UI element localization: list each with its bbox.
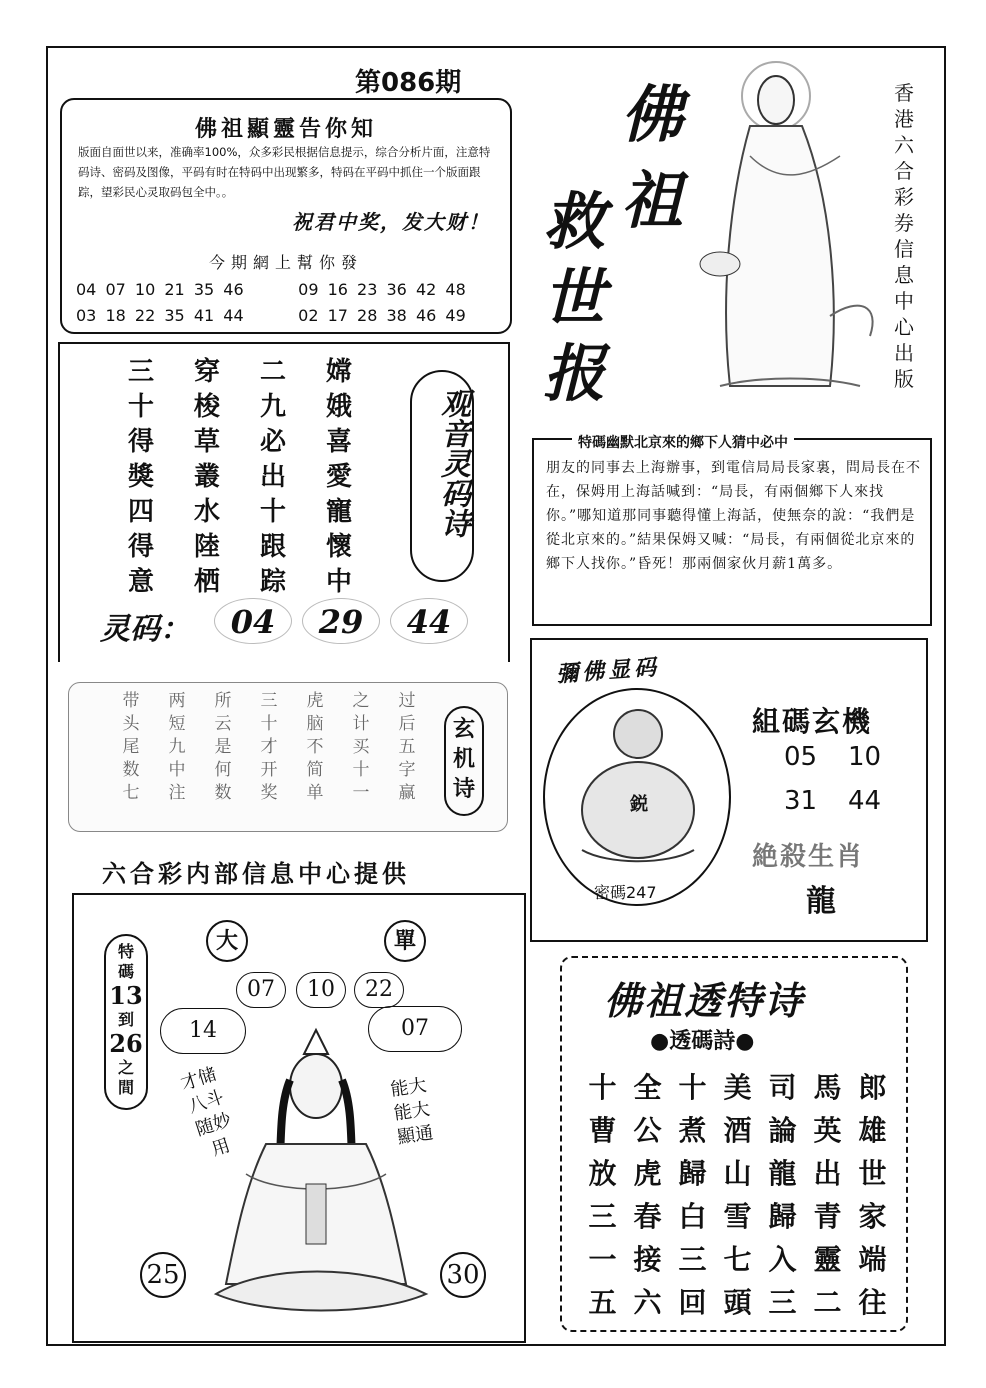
poem-char: 买 bbox=[352, 737, 370, 757]
notice-box bbox=[60, 98, 512, 334]
poem-char: 七 bbox=[723, 1243, 752, 1276]
poem-char: 酒 bbox=[723, 1114, 752, 1147]
notice-wish: 祝君中奖，发大财！ bbox=[292, 210, 490, 234]
poem-char: 郎 bbox=[858, 1071, 887, 1104]
number-oval: 14 bbox=[160, 1008, 246, 1054]
poem-char: 穿 bbox=[193, 357, 220, 387]
poem-char: 娥 bbox=[325, 392, 352, 422]
poem-char: 不 bbox=[306, 737, 324, 757]
code-number: 29 bbox=[302, 598, 380, 644]
mystery-label: 玄机诗 bbox=[452, 716, 475, 802]
poem-char: 歸 bbox=[768, 1200, 797, 1233]
code-number: 44 bbox=[390, 598, 468, 644]
main-title-a: 佛祖 bbox=[620, 78, 683, 237]
poem-char: 必 bbox=[259, 427, 286, 457]
poem-char: 尾 bbox=[122, 737, 140, 757]
poem-char: 带 bbox=[122, 691, 140, 711]
poem-grid bbox=[108, 356, 368, 599]
poem-char: 入 bbox=[768, 1243, 797, 1276]
side-text-right: 能大能大顯通 bbox=[389, 1074, 435, 1149]
poem-char: 十 bbox=[678, 1071, 707, 1104]
poem-char: 单 bbox=[306, 783, 324, 803]
poem-char: 雪 bbox=[723, 1200, 752, 1233]
poem-char: 山 bbox=[723, 1157, 752, 1190]
poem-char: 馬 bbox=[813, 1071, 842, 1104]
issue-number: 第086期 bbox=[355, 68, 462, 98]
poem-char: 往 bbox=[858, 1286, 887, 1319]
poem-char: 何 bbox=[214, 760, 232, 780]
poem-char: 字 bbox=[398, 760, 416, 780]
poem-char: 中 bbox=[168, 760, 186, 780]
poem-char: 三 bbox=[678, 1243, 707, 1276]
poem-char: 赢 bbox=[398, 783, 416, 803]
code-label: 灵码： bbox=[100, 612, 190, 647]
poem-char: 两 bbox=[168, 691, 186, 711]
poem-char: 喜 bbox=[325, 427, 352, 457]
poem-char: 后 bbox=[398, 714, 416, 734]
poem-char: 短 bbox=[168, 714, 186, 734]
poem-char: 得 bbox=[127, 427, 154, 457]
mystery-grid bbox=[108, 690, 430, 805]
poem-char: 歸 bbox=[678, 1157, 707, 1190]
poem-char: 七 bbox=[122, 783, 140, 803]
poem-char: 水 bbox=[193, 497, 220, 527]
number-row-2: 03 18 22 35 41 44 02 17 28 38 46 49 bbox=[76, 306, 466, 325]
poem-char: 云 bbox=[214, 714, 232, 734]
poem-char: 注 bbox=[168, 783, 186, 803]
big-badge: 大 bbox=[206, 920, 248, 962]
poem-char: 二 bbox=[813, 1286, 842, 1319]
poem-char: 五 bbox=[398, 737, 416, 757]
story-body: 朋友的同事去上海辦事，到電信局局長家裏，問局長在不在，保姆用上海話喊到：“局長，有兩個鄉下人來找你。”哪知道那同事聽得懂上海話，使無奈的說：“我們是從北京來的。”結果保姆又喊：“局長，有兩個從北京來的鄉下人找你。”昏死！那兩個家伙月薪1萬多。 bbox=[546, 460, 921, 572]
kill-zodiac-animal: 龍 bbox=[806, 884, 836, 919]
poem-char: 十 bbox=[127, 392, 154, 422]
poem-char: 嫦 bbox=[325, 357, 352, 387]
seated-guanyin-figure bbox=[206, 1024, 436, 1324]
poem-char: 家 bbox=[858, 1200, 887, 1233]
story-title: 特碼幽默北京來的鄉下人猜中必中 bbox=[572, 432, 794, 452]
poem-char: 脑 bbox=[306, 714, 324, 734]
poem-char: 二 bbox=[259, 357, 286, 387]
poem-char: 虎 bbox=[633, 1157, 662, 1190]
special-poem-subtitle: ●透碼詩● bbox=[650, 1028, 755, 1054]
poem-char: 回 bbox=[678, 1286, 707, 1319]
poem-char: 之 bbox=[352, 691, 370, 711]
poem-char: 靈 bbox=[813, 1243, 842, 1276]
poem-char: 九 bbox=[168, 737, 186, 757]
poem-char: 放 bbox=[588, 1157, 617, 1190]
poem-char: 十 bbox=[588, 1071, 617, 1104]
poem-char: 三 bbox=[260, 691, 278, 711]
poem-char: 三 bbox=[588, 1200, 617, 1233]
poem-char: 白 bbox=[678, 1200, 707, 1233]
poem-char: 开 bbox=[260, 760, 278, 780]
standing-guanyin-figure bbox=[690, 56, 886, 396]
poem-char: 头 bbox=[122, 714, 140, 734]
poem-char: 跟 bbox=[259, 532, 286, 562]
poem-char: 梭 bbox=[193, 392, 220, 422]
number-oval: 10 bbox=[296, 972, 346, 1008]
poem-char: 十 bbox=[260, 714, 278, 734]
poem-char: 计 bbox=[352, 714, 370, 734]
buddha-code: 密碼247 bbox=[594, 883, 657, 902]
single-badge: 單 bbox=[384, 920, 426, 962]
notice-subtitle: 今期網上幫你發 bbox=[208, 253, 363, 272]
publisher: 香港六合彩券信息中心出版 bbox=[894, 81, 914, 391]
combo-number: 05 bbox=[784, 742, 818, 772]
number-circle: 25 bbox=[140, 1252, 186, 1298]
poem-char: 十 bbox=[259, 497, 286, 527]
poem-char: 一 bbox=[352, 783, 370, 803]
main-title-b: 救世报 bbox=[542, 185, 605, 410]
poem-char: 接 bbox=[633, 1243, 662, 1276]
combo-number: 31 bbox=[784, 786, 818, 816]
kill-zodiac-title: 絶殺生肖 bbox=[752, 842, 865, 872]
number-circle: 30 bbox=[440, 1252, 486, 1298]
poem-char: 意 bbox=[127, 567, 154, 597]
poem-char: 頭 bbox=[723, 1286, 752, 1319]
poem-char: 出 bbox=[259, 462, 286, 492]
number-oval: 07 bbox=[368, 1006, 462, 1052]
poem-char: 獎 bbox=[127, 462, 154, 492]
poem-char: 英 bbox=[813, 1114, 842, 1147]
poem-char: 雄 bbox=[858, 1114, 887, 1147]
side-text-left: 才储八斗随妙用 bbox=[178, 1063, 234, 1161]
poem-char: 过 bbox=[398, 691, 416, 711]
poem-char: 踪 bbox=[259, 567, 286, 597]
poem-char: 数 bbox=[214, 783, 232, 803]
special-range: 特 碼 13 到 26 之 間 bbox=[109, 942, 143, 1097]
poem-char: 一 bbox=[588, 1243, 617, 1276]
poem-char: 出 bbox=[813, 1157, 842, 1190]
poem-char: 才 bbox=[260, 737, 278, 757]
poem-char: 中 bbox=[325, 567, 352, 597]
poem-char: 陸 bbox=[193, 532, 220, 562]
poem-char: 懷 bbox=[325, 532, 352, 562]
poem-char: 煮 bbox=[678, 1114, 707, 1147]
provider-text: 六合彩内部信息中心提供 bbox=[102, 859, 410, 888]
poem-char: 端 bbox=[858, 1243, 887, 1276]
poem-char: 虎 bbox=[306, 691, 324, 711]
poem-char: 春 bbox=[633, 1200, 662, 1233]
number-oval: 07 bbox=[236, 972, 286, 1008]
poem-char: 龍 bbox=[768, 1157, 797, 1190]
number-oval: 22 bbox=[354, 972, 404, 1008]
poem-char: 論 bbox=[768, 1114, 797, 1147]
laughing-buddha-figure bbox=[568, 700, 708, 870]
buddha-tag: 鋭 bbox=[630, 794, 648, 815]
poem-char: 曹 bbox=[588, 1114, 617, 1147]
poem-char: 十 bbox=[352, 760, 370, 780]
poem-label: 观音灵码诗 bbox=[435, 388, 470, 538]
combo-number: 44 bbox=[848, 786, 882, 816]
buddha-arc-title: 彌佛显码 bbox=[555, 654, 661, 688]
poem-char: 九 bbox=[259, 392, 286, 422]
poem-char: 草 bbox=[193, 427, 220, 457]
poem-char: 愛 bbox=[325, 462, 352, 492]
poem-char: 公 bbox=[633, 1114, 662, 1147]
poem-char: 六 bbox=[633, 1286, 662, 1319]
code-number: 04 bbox=[214, 598, 292, 644]
notice-body: 版面自面世以来，准确率100%，众多彩民根据信息提示，综合分析片面，注意特码诗、密码及图像，平码有时在特码中出现繁多，特码在平码中抓住一个版面跟踪，望彩民心灵取码包全中。。 bbox=[78, 145, 491, 199]
poem-char: 美 bbox=[723, 1071, 752, 1104]
poem-char: 司 bbox=[768, 1071, 797, 1104]
poem-char: 简 bbox=[306, 760, 324, 780]
number-row-1: 04 07 10 21 35 46 09 16 23 36 42 48 bbox=[76, 280, 466, 299]
poem-char: 是 bbox=[214, 737, 232, 757]
special-poem-grid bbox=[580, 1066, 895, 1324]
poem-char: 世 bbox=[858, 1157, 887, 1190]
combo-title: 組碼玄機 bbox=[752, 705, 873, 738]
poem-char: 所 bbox=[214, 691, 232, 711]
poem-char: 栖 bbox=[193, 567, 220, 597]
poem-char: 叢 bbox=[193, 462, 220, 492]
poem-char: 数 bbox=[122, 760, 140, 780]
combo-number: 10 bbox=[848, 742, 882, 772]
special-poem-title: 佛祖透特诗 bbox=[604, 978, 805, 1023]
poem-char: 全 bbox=[633, 1071, 662, 1104]
poem-char: 得 bbox=[127, 532, 154, 562]
poem-char: 三 bbox=[768, 1286, 797, 1319]
poem-char: 奖 bbox=[260, 783, 278, 803]
poem-char: 四 bbox=[127, 497, 154, 527]
poem-char: 寵 bbox=[325, 497, 352, 527]
notice-title: 佛祖顯靈告你知 bbox=[194, 116, 377, 142]
poem-char: 青 bbox=[813, 1200, 842, 1233]
poem-char: 五 bbox=[588, 1286, 617, 1319]
poem-char: 三 bbox=[127, 357, 154, 387]
